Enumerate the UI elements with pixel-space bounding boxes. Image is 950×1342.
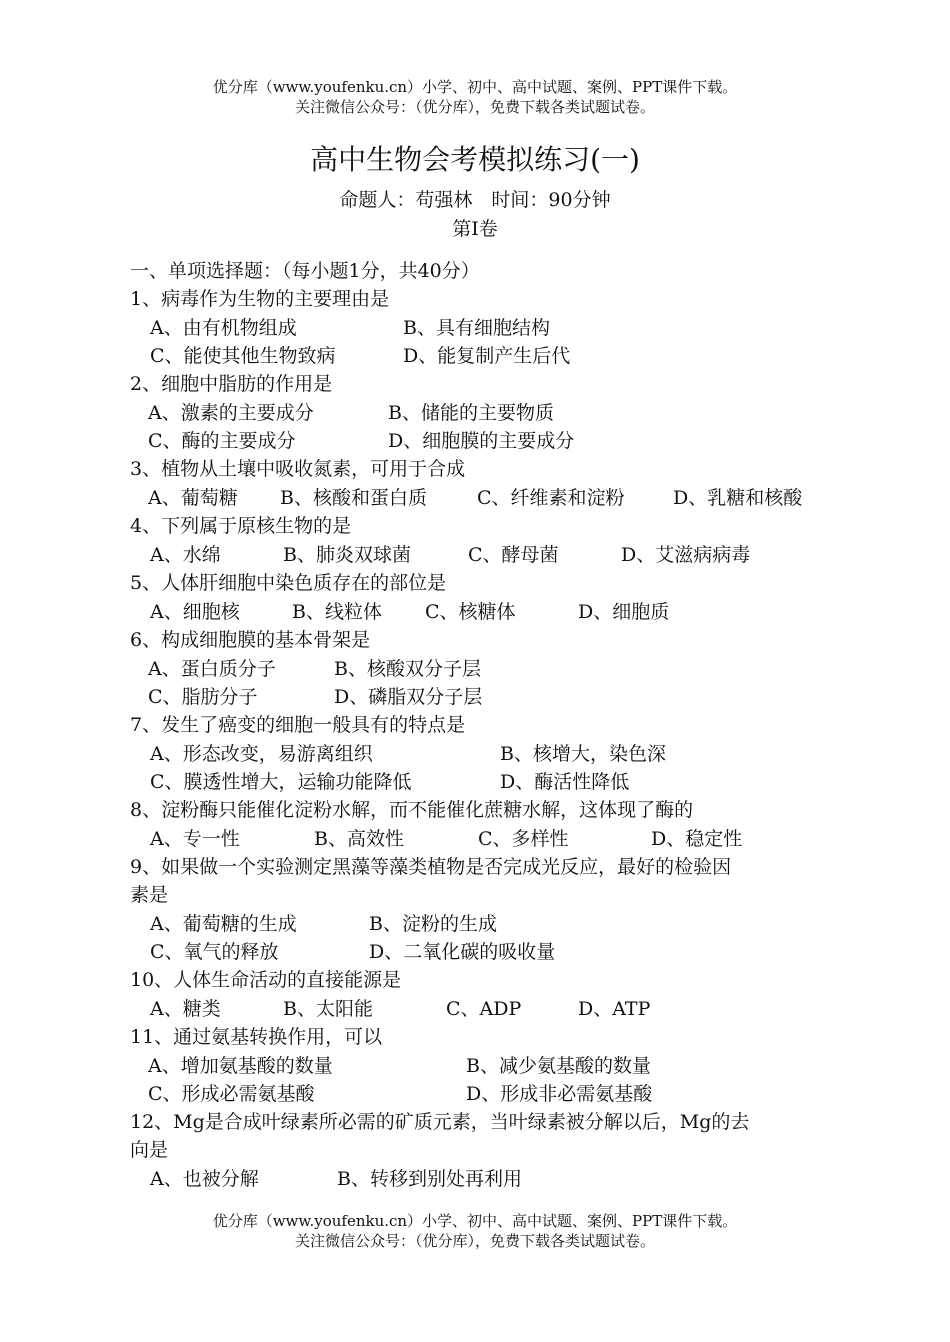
page-title: 高中生物会考模拟练习(一) — [310, 143, 640, 176]
option-b: B、太阳能 — [283, 998, 373, 1020]
option-a: A、糖类 — [150, 998, 221, 1020]
option-d: D、ATP — [578, 998, 651, 1020]
option-c: C、酵母菌 — [468, 544, 559, 566]
watermark-bottom-line1: 优分库（www.youfenku.cn）小学、初中、高中试题、案例、PPT课件下载。 — [212, 1212, 738, 1230]
option-b: B、肺炎双球菌 — [283, 544, 411, 566]
option-a: A、葡萄糖的生成 — [150, 913, 297, 935]
watermark-top-line1: 优分库（www.youfenku.cn）小学、初中、高中试题、案例、PPT课件下载。 — [212, 78, 738, 96]
option-c: C、纤维素和淀粉 — [477, 487, 625, 509]
option-d: D、磷脂双分子层 — [334, 686, 483, 708]
option-d: D、酶活性降低 — [500, 771, 630, 793]
option-d: D、乳糖和核酸 — [673, 487, 803, 509]
option-b: B、减少氨基酸的数量 — [466, 1055, 651, 1077]
question-stem: 5、人体肝细胞中染色质存在的部位是 — [130, 572, 447, 594]
option-c: C、膜透性增大，运输功能降低 — [150, 771, 412, 793]
option-d: D、稳定性 — [651, 828, 743, 850]
question-stem: 10、人体生命活动的直接能源是 — [130, 969, 402, 991]
option-d: D、形成非必需氨基酸 — [466, 1083, 653, 1105]
option-b: B、高效性 — [314, 828, 404, 850]
option-b: B、具有细胞结构 — [403, 317, 550, 339]
option-a: A、专一性 — [150, 828, 240, 850]
question-stem-continued: 素是 — [130, 884, 169, 906]
option-b: B、核增大，染色深 — [500, 743, 666, 765]
option-c: C、形成必需氨基酸 — [148, 1083, 315, 1105]
option-b: B、核酸和蛋白质 — [280, 487, 427, 509]
question-stem: 2、细胞中脂肪的作用是 — [130, 373, 333, 395]
option-b: B、核酸双分子层 — [334, 658, 481, 680]
option-c: C、脂肪分子 — [148, 686, 258, 708]
option-d: D、能复制产生后代 — [403, 345, 571, 367]
question-stem: 7、发生了癌变的细胞一般具有的特点是 — [130, 714, 466, 736]
question-stem: 1、病毒作为生物的主要理由是 — [130, 288, 390, 310]
question-stem: 3、植物从土壤中吸收氮素，可用于合成 — [130, 458, 466, 480]
option-b: B、线粒体 — [292, 601, 382, 623]
option-a: A、激素的主要成分 — [148, 402, 314, 424]
option-c: C、氧气的释放 — [150, 941, 279, 963]
question-stem: 8、淀粉酶只能催化淀粉水解，而不能催化蔗糖水解，这体现了酶的 — [130, 799, 694, 821]
option-a: A、增加氨基酸的数量 — [148, 1055, 333, 1077]
question-stem: 11、通过氨基转换作用，可以 — [130, 1026, 383, 1048]
question-stem: 4、下列属于原核生物的是 — [130, 515, 352, 537]
option-d: D、艾滋病病毒 — [621, 544, 751, 566]
option-b: B、淀粉的生成 — [369, 913, 497, 935]
option-a: A、也被分解 — [150, 1168, 259, 1190]
watermark-bottom-line2: 关注微信公众号：（优分库），免费下载各类试题试卷。 — [294, 1232, 655, 1250]
question-stem: 9、如果做一个实验测定黑藻等藻类植物是否完成光反应，最好的检验因 — [130, 856, 732, 878]
option-c: C、能使其他生物致病 — [150, 345, 336, 367]
question-stem: 12、Mg是合成叶绿素所必需的矿质元素，当叶绿素被分解以后，Mg的去 — [130, 1111, 750, 1133]
option-d: D、二氧化碳的吸收量 — [369, 941, 556, 963]
watermark-top-line2: 关注微信公众号：（优分库），免费下载各类试题试卷。 — [294, 98, 655, 116]
option-b: B、转移到别处再利用 — [337, 1168, 522, 1190]
option-a: A、细胞核 — [150, 601, 240, 623]
section-heading: 一、单项选择题：（每小题1分，共40分） — [130, 260, 480, 282]
option-a: A、水绵 — [150, 544, 221, 566]
option-a: A、蛋白质分子 — [148, 658, 276, 680]
option-a: A、葡萄糖 — [148, 487, 238, 509]
author-line: 命题人：苟强林 时间：90分钟 — [339, 189, 611, 211]
option-d: D、细胞质 — [578, 601, 670, 623]
option-c: C、ADP — [446, 998, 522, 1020]
option-c: C、核糖体 — [425, 601, 516, 623]
option-d: D、细胞膜的主要成分 — [388, 430, 575, 452]
question-stem-continued: 向是 — [130, 1139, 169, 1161]
option-c: C、多样性 — [478, 828, 569, 850]
volume-label: 第Ⅰ卷 — [452, 218, 498, 240]
option-a: A、形态改变，易游离组织 — [150, 743, 373, 765]
option-b: B、储能的主要物质 — [388, 402, 554, 424]
question-stem: 6、构成细胞膜的基本骨架是 — [130, 629, 371, 651]
option-a: A、由有机物组成 — [150, 317, 297, 339]
option-c: C、酶的主要成分 — [148, 430, 296, 452]
